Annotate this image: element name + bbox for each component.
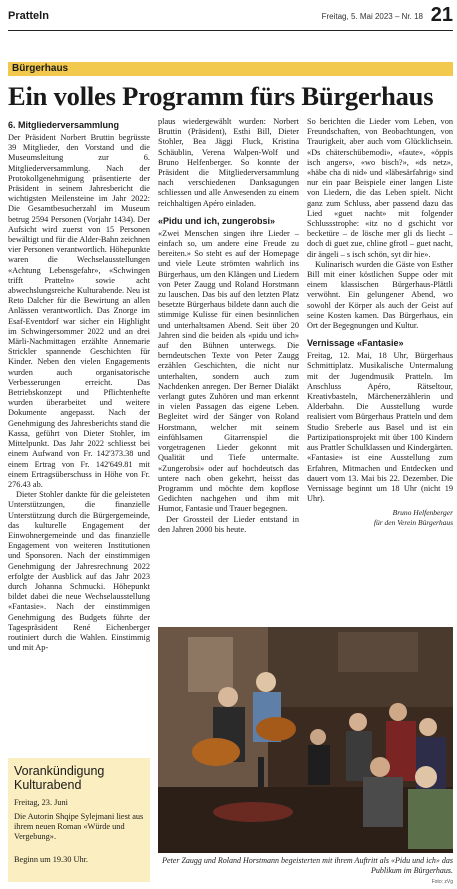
paragraph: So berichten die Lieder vom Leben, von Freundschaften, von Beobachtungen, von Traurigkeit, aber auch vom Glücklichsein. «Ds chäterschübemodi», «faute», «öppis isch angers», «wo bisch?», «ds netz», «häbe cha di nid» und «läbesärfahrig» sind nur ein paar Beispiele einer langen Liste von Liedern, die das Leben spielt. Nicht ganz zum Schluss, aber passend dazu das Lied «guet nacht» mit folgender Schlussstrophe: «itz no d gschicht vor becketüre – de lösche mer gli ds liecht – doch di guet zue, chline gfrotl – guet nacht, dir ängeli – s isch schön, syt dir hie». — [307, 117, 453, 259]
article-column-2 — [158, 117, 299, 617]
article-column-3 — [307, 117, 453, 617]
paragraph: «Zwei Menschen singen ihre Lieder – einfach so, um andere eine Freude zu bereiten.» So steht es auf der Homepage und viele Leute strömten wahrlich ins Bürgerhaus, um den Klängen und Liedern von Peter Zaugg und Roland Horstmann zu lauschen. Das bis auf den letzten Platz besetzte Bürgerhaus bildete dann auch die stimmige Kulisse für einen besinnlichen und unterhaltsamen Abend. Seit über 20 Jahren sind die beiden als «pidu und ich» auf den Bühnen unterwegs. Die berndeutschen Texte von Peter Zaugg erzählen Geschichten, die nicht nur unterhalten, sondern auch zum Nachdenken anregen. Der Berner Dialäkt verlangt gutes Zuhören und man erkennt in vielen Passagen das eigene Leben. Begleitet wird der Sänger von Roland Horstmann, welcher mit seinem einfühlsamen Gitarrenspiel die vorgetragenen Lieder gekonnt mit Qualität und Tiefe untermalte. «Zungerobsi» oder auf hochdeutsch das untere nach oben gekehrt, heisst das Programm und möchte dem kopflose Gedichten nachgehen und ihm mit Humor, Fantasie und Trauer begegnen. — [158, 228, 299, 514]
paragraph: plaus wiedergewählt wurden: Norbert Bruttin (Präsident), Esthi Bill, Dieter Stohler, Bea Jäggi Fluck, Kristina Schäublin, Verena Walpen-Wolf und Bruno Helfenberger. So konnte der Präsident die Mitgliederversammlung nach verschiedenen Danksagungen schliessen und alle Anwesenden zu einem reichhaltigen Apéro einladen. — [158, 117, 299, 208]
concert-photo-illustration — [158, 627, 453, 853]
paragraph: Dieter Stohler dankte für die geleisteten Unterstützungen, die finanzielle Unterstützung durch die Bürgergemeinde, das kulturelle Engagement der Einwohnergemeinde und das finanzielle Engagement von weiteren Institutionen und Sponsoren. Nach der einstimmigen Genehmigung der Jahresrechnung 2022 erfolgte der Ausblick auf das Jahr 2023 durch Johanna Schmucki. Höhepunkt bildet dabei die neue Wechselausstellung «Fantasie». Nach der einstimmigen Genehmigung des Budgets führte der Tagespräsident René Eichenberger routiniert durch die Wahlen. Einstimmig und mit Ap- — [8, 490, 150, 653]
kicker-bar — [8, 62, 453, 76]
page-number: 21 — [430, 4, 453, 26]
paragraph: Kulinarisch wurden die Gäste von Esther Bill mit einer köstlichen Suppe oder mit einem klassischen Bürgerhaus-Plättli verwöhnt. Ein gelungener Abend, wo sowohl der Körper als auch der Geist auf seine Kosten kamen. Das Bürgerhaus, ein Ort der Begegnungen und Kultur. — [307, 259, 453, 331]
announcement-date: Freitag, 23. Juni — [14, 798, 68, 807]
article-kicker: Bürgerhaus — [12, 63, 69, 74]
photo-caption: Peter Zaugg und Roland Horstmann begeisterten mit ihrem Auftritt als «Pidu und ich» das Publikum im Bürgerhaus. — [162, 856, 453, 875]
author-byline — [307, 508, 453, 528]
subhead-pidu-und-ich: «Pidu und ich, zungerobsi» — [158, 215, 276, 226]
announcement-box — [8, 758, 150, 882]
author-name: Bruno Helfenberger — [392, 508, 453, 518]
author-organization: für den Verein Bürgerhaus — [373, 518, 453, 528]
article-headline: Ein volles Programm fürs Bürgerhaus — [8, 81, 434, 111]
announcement-time: Beginn um 19.30 Uhr. — [14, 855, 88, 864]
concert-photo — [158, 627, 453, 853]
announcement-title: Vorankündigung Kulturabend — [14, 764, 105, 792]
photo-credit: Foto: zVg — [431, 879, 453, 885]
paragraph: Der Grossteil der Lieder entstand in den Jahren 2000 bis heute. — [158, 514, 299, 534]
subhead-mitgliederversammlung: 6. Mitgliederversammlung — [8, 120, 120, 130]
announcement-text: Die Autorin Shqipe Sylejmani liest aus ihrem neuen Roman «Würde und Vergebung». — [14, 812, 144, 841]
subhead-vernissage: Vernissage «Fantasie» — [307, 338, 404, 349]
article-column-1 — [8, 117, 150, 751]
section-name: Pratteln — [8, 10, 49, 22]
issue-date: Freitag, 5. Mai 2023 – Nr. 18 — [321, 12, 423, 21]
page-header — [8, 4, 453, 31]
paragraph: Der Präsident Norbert Bruttin begrüsste 39 Mitglieder, den Vorstand und die Museumsleitung zur 6. Mitgliederversammlung. Nach der Protokollgenehmigung präsentierte der Präsident in seinem Jahresbericht die wichtigsten Meilensteine im Jahr 2022: Die Gesamtbesucherzahl im Museum betrug 2594 Personen (Vorjahr 1434). Der Aufsicht wird zuerst von 15 Personen bewältigt und für die Alder-Bahn zeichnen vier Personen verantwortlich. Höhepunkte waren die Wechselausstellungen «Achtung Lebensgefahr», «Schwingen trifft Pratteln» sowie acht abwechslungsreiche Kulturabende. Neu ist Reto Dalcher für die Bewirtung an allen Anlässen verantwortlich. Das Znorge im Esaf-Eventdorf war sicher ein Highlight im Schwingersommer 2022 und an drei Märli-Nachmittagen erzählte Annemarie Strickler spannende Geschichten für Kinder. Neben den vielen Engagements wurden auch organisatorische Verbesserungen erreicht. Das Betriebskonzept und Pflichtenhefte wurden überarbeitet und weitere Dokumente angepasst. Nach der Genehmigung des Jahresberichts stand die Kassa, geführt von Dieter Stohler, im Mittelpunkt. Das Jahr 2022 schliesst bei einem Aufwand von Fr. 142'373.38 und einem Ertrag von Fr. 142'649.81 mit einem Ertragsüberschuss in Höhe von Fr. 276.43 ab. — [8, 133, 150, 489]
paragraph: Freitag, 12. Mai, 18 Uhr, Bürgerhaus Schmittiplatz. Musikalische Untermalung mit der Jugendmusik Pratteln. Im Anschluss Apéro, Rätseltour, Kreativbasteln, Märchenerzählerin und Alderbahn. Die Ausstellung wurde realisiert vom Bürgerhaus Pratteln und dem Studio Sreberle aus Basel und ist ein Partizipationsprojekt mit über 100 Kindern aus Prattler Schulklassen und Kindergärten. «Fantasie» ist eine Ausstellung zum Erfahren, Mitmachen und Entdecken und dauert vom 13. Mai bis 22. Dezember. Die Vernissage beginnt um 18 Uhr (nicht 19 Uhr). — [307, 351, 453, 504]
